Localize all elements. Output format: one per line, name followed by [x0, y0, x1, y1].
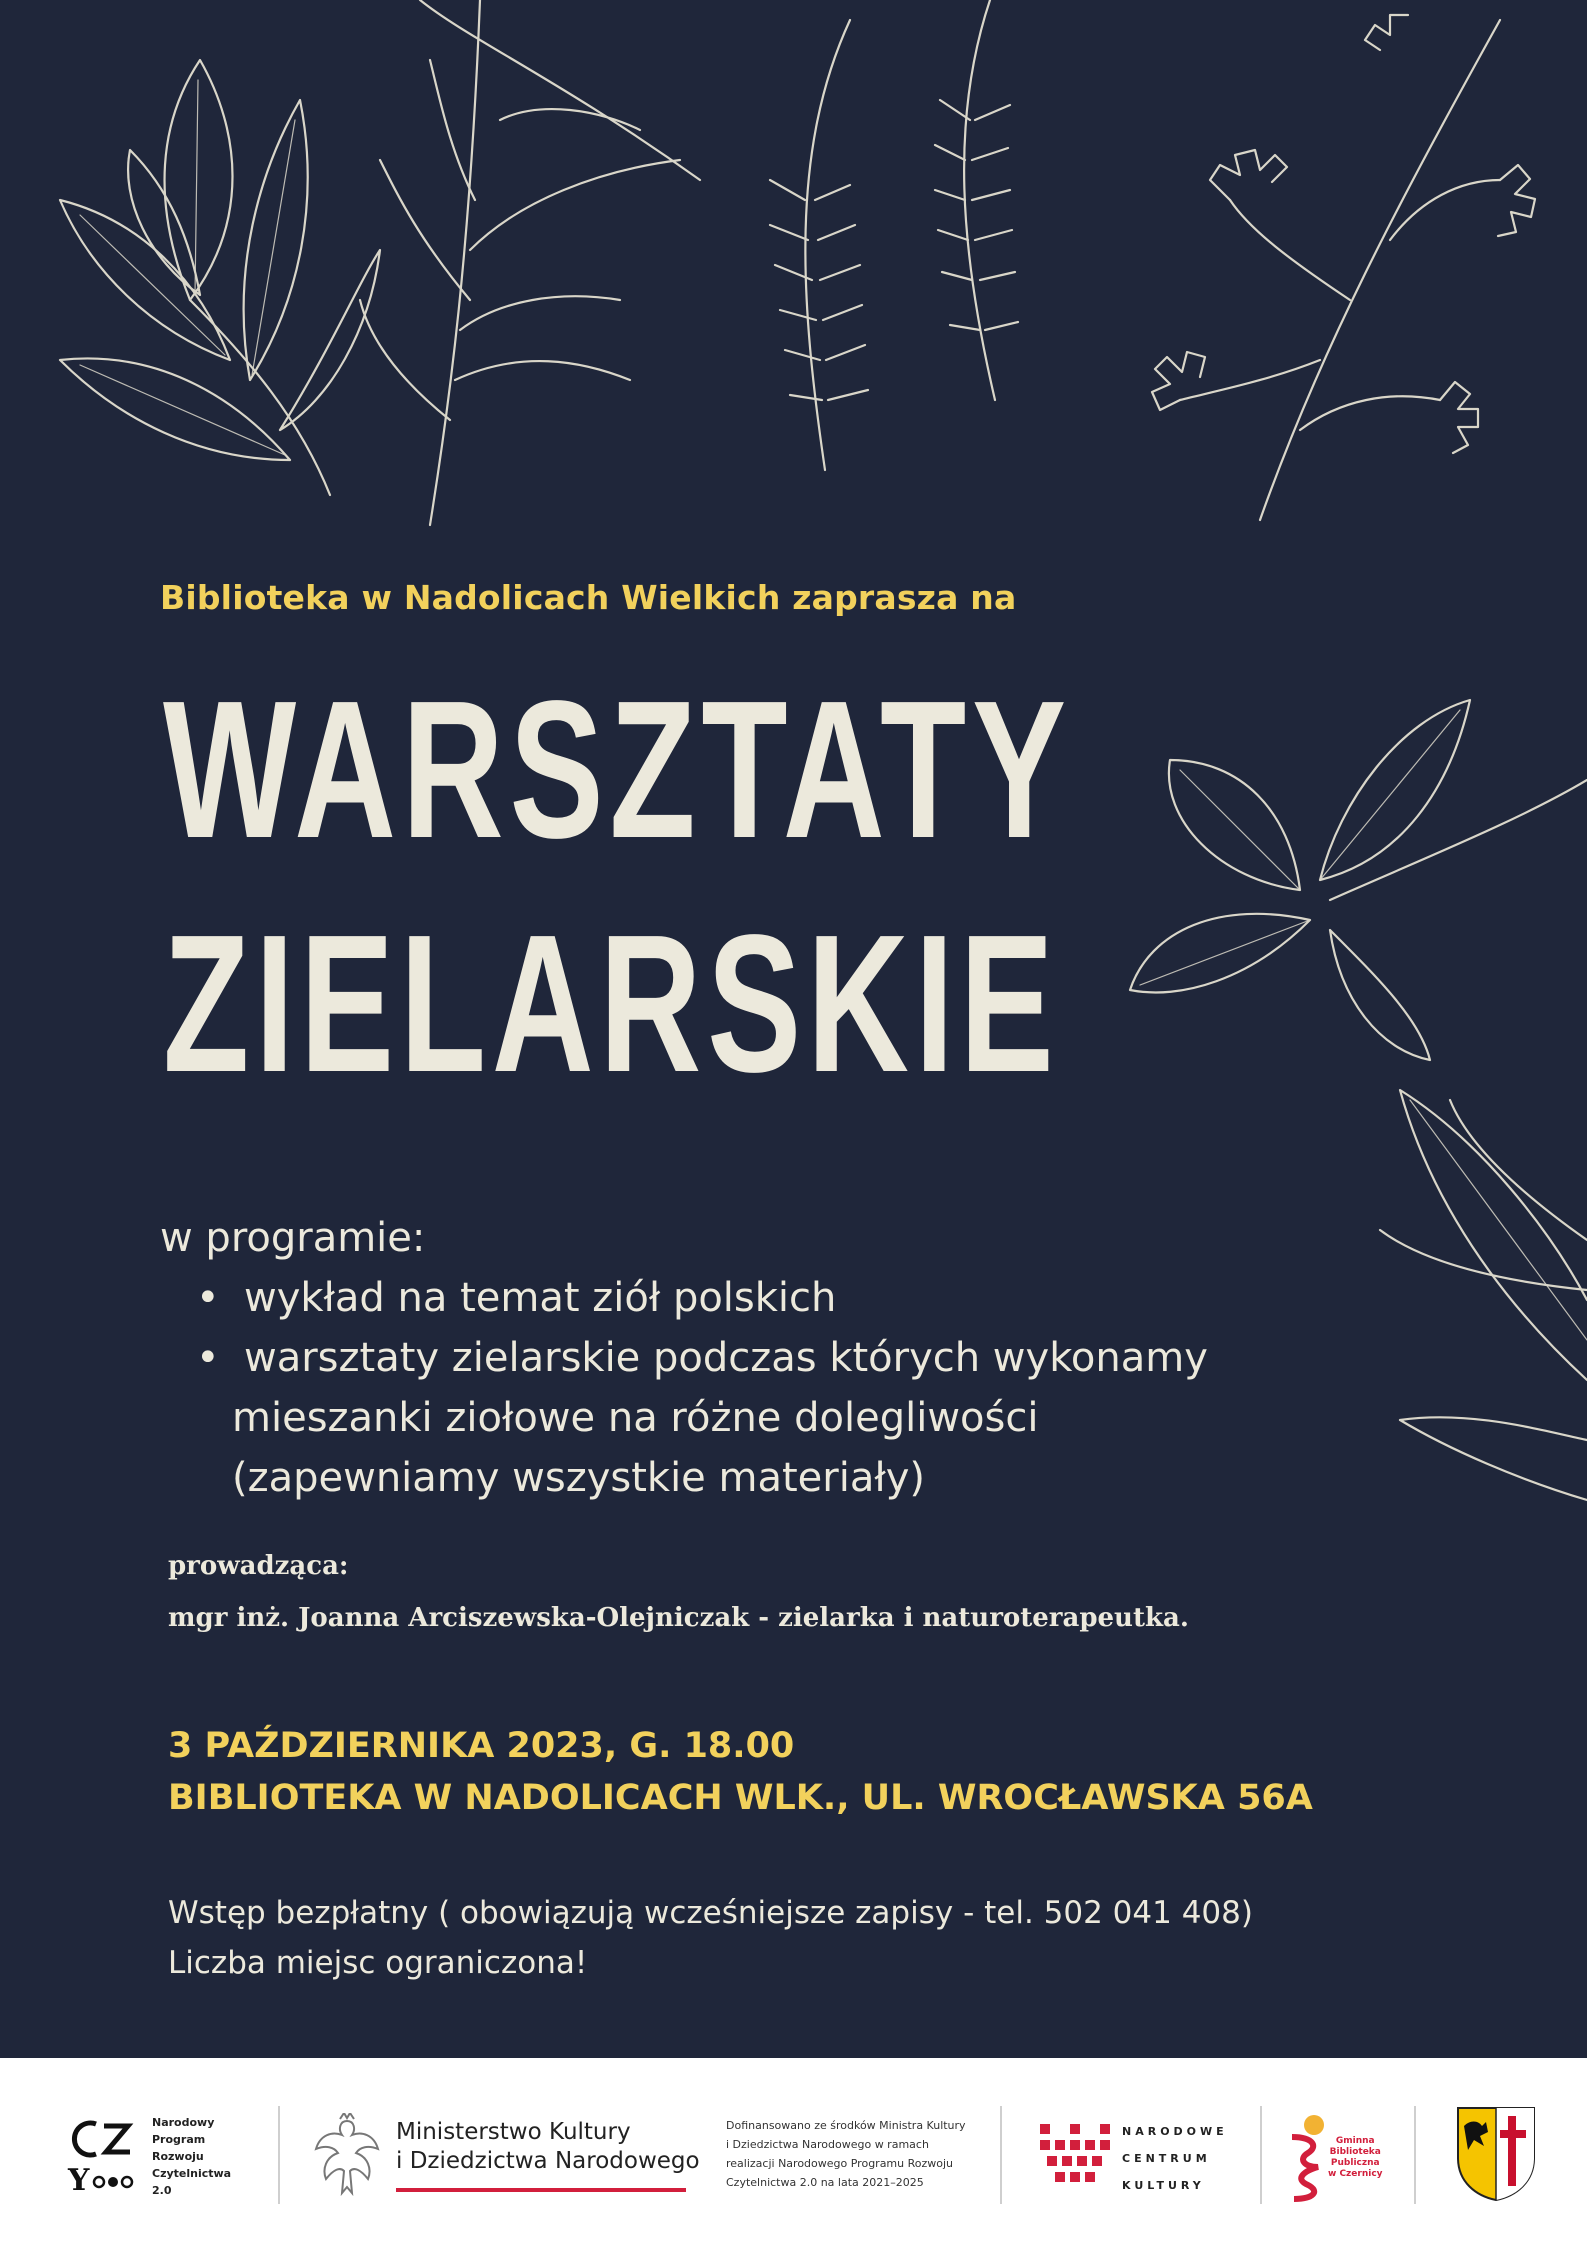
- parsley-illustration: [1152, 15, 1535, 520]
- divider: [1414, 2106, 1416, 2204]
- capacity-line: Liczba miejsc ograniczona!: [168, 1945, 588, 1981]
- invite-line: Biblioteka w Nadolicach Wielkich zaprasza na: [160, 578, 1017, 617]
- sponsor-footer: [0, 2058, 1587, 2245]
- laurel-leaves-illustration: [1380, 1090, 1587, 1500]
- event-place: BIBLIOTEKA W NADOLICACH WLK., UL. WROCŁAWSKA 56A: [168, 1778, 1313, 1818]
- nck-logo-icon: [1036, 2114, 1116, 2194]
- admission-info: [168, 1888, 1468, 1988]
- grass-sprig-illustration: [360, 0, 700, 525]
- eagle-emblem-icon: [312, 2113, 382, 2203]
- funding-note: Dofinansowano ze środków Ministra Kultury i Dziedzictwa Narodowego w ramach realizacji Narodowego Programu Rozwoju Czytelnictwa 2.0 na lata 2021–2025: [726, 2119, 966, 2189]
- bullet-icon: •: [196, 1275, 220, 1321]
- headline-line-1: WARSZTATY: [163, 660, 1072, 879]
- leaf-branch-illustration: [60, 60, 380, 495]
- lead-label: prowadząca:: [168, 1551, 349, 1581]
- divider: [278, 2106, 280, 2204]
- divider: [1260, 2106, 1262, 2204]
- bullet-icon: •: [196, 1335, 220, 1381]
- mint-leaves-illustration: [1130, 700, 1587, 1060]
- program-item: • warsztaty zielarskie podczas których wykonamy: [160, 1328, 1380, 1388]
- svg-text:Y: Y: [68, 2163, 90, 2198]
- npr-logo-icon: [66, 2118, 136, 2198]
- library-name: Gminna Biblioteka Publiczna w Czernicy: [1328, 2136, 1383, 2179]
- event-details: [168, 1720, 1313, 1824]
- admission-line: Wstęp bezpłatny ( obowiązują wcześniejsze zapisy - tel. 502 041 408): [168, 1895, 1253, 1931]
- headline-line-2: ZIELARSKIE: [163, 894, 1060, 1113]
- program-item-continued: mieszanki ziołowe na różne dolegliwości: [232, 1395, 1039, 1441]
- coat-of-arms-icon: [1456, 2106, 1536, 2202]
- ministry-name: Ministerstwo Kultury i Dziedzictwa Narodowego: [396, 2119, 700, 2174]
- divider: [1000, 2106, 1002, 2204]
- flag-stripe: [396, 2188, 686, 2192]
- workshop-lead: [168, 1540, 1189, 1644]
- nck-text: NARODOWE CENTRUM KULTURY: [1122, 2125, 1228, 2192]
- npr-text: Narodowy Program Rozwoju Czytelnictwa 2.0: [152, 2116, 232, 2197]
- program-section: [160, 1208, 1380, 1508]
- program-item-continued: (zapewniamy wszystkie materiały): [232, 1455, 925, 1501]
- program-label: w programie:: [160, 1215, 426, 1261]
- library-logo-icon: [1284, 2113, 1330, 2203]
- program-item: • wykład na temat ziół polskich: [160, 1268, 1380, 1328]
- event-date: 3 PAŹDZIERNIKA 2023, G. 18.00: [168, 1726, 795, 1766]
- program-list: [160, 1268, 1380, 1508]
- lead-name: mgr inż. Joanna Arciszewska-Olejniczak - zielarka i naturoterapeutka.: [168, 1603, 1189, 1633]
- fern-illustration: [770, 0, 1018, 470]
